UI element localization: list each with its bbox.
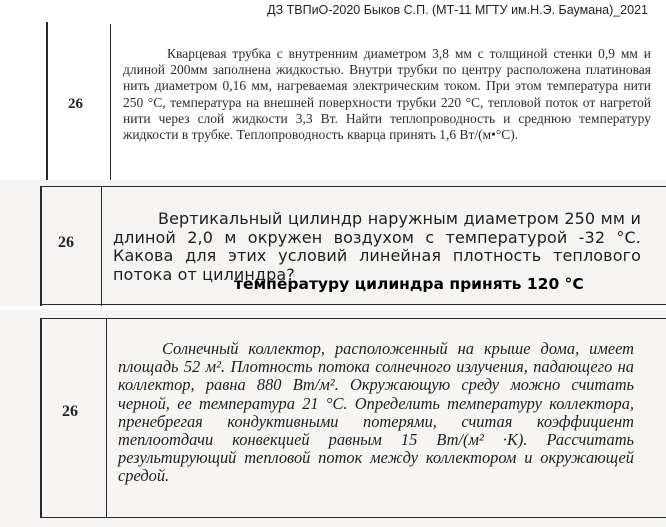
problem-3-top-border [40, 318, 666, 319]
problem-1-number: 26 [68, 96, 83, 112]
document-header: ДЗ ТВПиО-2020 Быков С.П. (МТ-11 МГТУ им.Н.Э. Баумана)_2021 [267, 3, 648, 17]
problem-3-text: Солнечный коллектор, расположенный на крыше дома, имеет площадь 52 м². Плотность потока солнечного излучения, падающего на коллектор, равна 880 Вт/м². Окружающую среду можно считать черной, ее температура 21 °С. Определить температуру коллектора, пренебрегая кондуктивными потерями, считая коэффициент теплоотдачи конвекцией равным 15 Вт/(м² ·К). Рассчитать результирующий тепловой поток между коллектором и окружающей средой. [118, 339, 634, 486]
problem-2-number: 26 [58, 234, 74, 251]
problem-1-text: Кварцевая трубка с внутренним диаметром 3,8 мм с толщиной стенки 0,9 мм и длиной 200мм заполнена жидкостью. Внутри трубки по центру расположена платиновая нить диаметром 0,16 мм, нагреваемая электрическим током. При этом температура нити 250 °С, температура на внешней поверхности трубки 220 °С, тепловой поток от нагретой нити через слой жидкости 3,3 Вт. Найти теплопроводность и среднюю температуру жидкости в трубке. Теплопроводность кварца принять 1,6 Вт/(м•°С). [123, 46, 651, 143]
overlay-note: температуру цилиндра принять 120 °С [234, 275, 584, 293]
problem-3-divider [106, 318, 107, 518]
problem-3-left-border [40, 318, 42, 518]
problem-3-number: 26 [62, 403, 78, 420]
problem-1-divider [110, 24, 111, 184]
problem-2-left-border [40, 186, 42, 306]
problem-2-bottom-border [40, 304, 666, 305]
problem-1-left-border [46, 22, 48, 184]
problem-2-top-border [40, 186, 666, 187]
problem-3-bottom-border [40, 517, 666, 518]
problem-2-divider [101, 186, 102, 306]
problem-2-text: Вертикальный цилиндр наружным диаметром 250 мм и длиной 2,0 м окружен воздухом с температурой -32 °С. Какова для этих условий линейная плотность теплового потока от цилиндра? [113, 209, 641, 284]
